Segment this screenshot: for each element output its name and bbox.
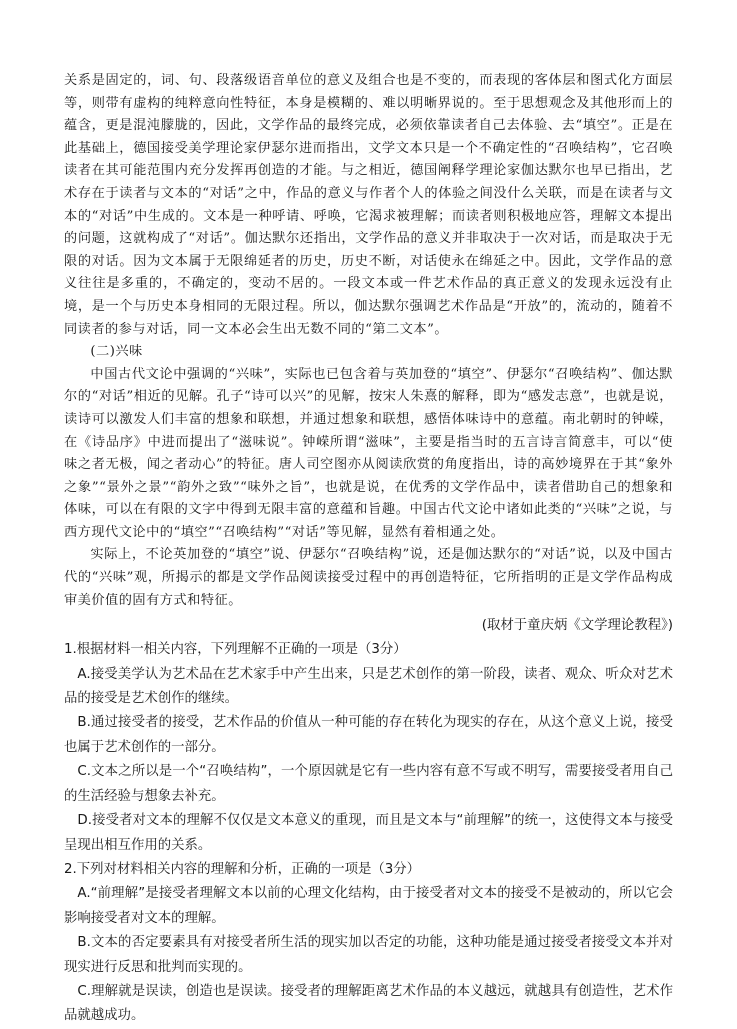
- passage-paragraph: 实际上，不论英加登的“填空”说、伊瑟尔“召唤结构”说，还是伽达默尔的“对话”说，以及中国古代的“兴味”观，所揭示的都是文学作品阅读接受过程中的再创造特征，它所指明的正是文学作品构成审美价值的固有方式和特征。: [64, 547, 673, 608]
- question-stem: 2.下列对材料相关内容的理解和分析，正确的一项是（3分）: [64, 861, 421, 877]
- option-c: C.理解就是误读，创造也是误读。接受者的理解距离艺术作品的本义越远，就越具有创造性，艺术作品就越成功。: [64, 983, 673, 1024]
- question-stem: 1.根据材料一相关内容，下列理解不正确的一项是（3分）: [64, 642, 407, 658]
- option-a: A.接受美学认为艺术品在艺术家手中产生出来，只是艺术创作的第一阶段，读者、观众、听众对艺术品的接受是艺术创作的继续。: [64, 666, 673, 707]
- passage-paragraph: 中国古代文论中强调的“兴味”，实际也已包含着与英加登的“填空”、伊瑟尔“召唤结构”、伽达默尔的“对话”相近的见解。孔子“诗可以兴”的见解，按宋人朱熹的解释，即为“感发志意”，也就是说，读诗可以激发人们丰富的想象和联想，并通过想象和联想，感悟体味诗中的意蕴。南北朝时的钟嵘，在《诗品序》中进而提出了“滋味说”。钟嵘所谓“滋味”，主要是指当时的五言诗言简意丰，可以“使味之者无极，闻之者动心”的特征。唐人司空图亦从阅读欣赏的角度指出，诗的高妙境界在于其“象外之象”“景外之景”“韵外之致”“味外之旨”，也就是说，在优秀的文学作品中，读者借助自己的想象和体味，可以在有限的文字中得到无限丰富的意蕴和旨趣。中国古代文论中诸如此类的“兴味”之说，与西方现代文论中的“填空”“召唤结构”“对话”等见解，显然有着相通之处。: [64, 366, 673, 540]
- option-b: B.通过接受者的接受，艺术作品的价值从一种可能的存在转化为现实的存在，从这个意义上说，接受也属于艺术创作的一部分。: [64, 715, 673, 755]
- option-d: D.接受者对文本的理解不仅仅是文本意义的重现，而且是文本与“前理解”的统一，这使得文本与接受呈现出相互作用的关系。: [64, 813, 673, 853]
- passage-paragraph: 关系是固定的，词、句、段落级语音单位的意义及组合也是不变的，而表现的客体层和图式化方面层等，则带有虚构的纯粹意向性特征，本身是模糊的、难以明晰界说的。至于思想观念及其他形而上的蕴含，更是混沌朦胧的，因此，文学作品的最终完成，必须依靠读者自己去体验、去“填空”。正是在此基础上，德国接受美学理论家伊瑟尔进而指出，文学文本只是一个不确定性的“召唤结构”，它召唤读者在其可能范围内充分发挥再创造的才能。与之相近，德国阐释学理论家伽达默尔也早已指出，艺术存在于读者与文本的“对话”之中，作品的意义与作者个人的体验之间没什么关联，而是在读者与文本的“对话”中生成的。文本是一种呼请、呼唤，它渴求被理解；而读者则积极地应答，理解文本提出的问题，这就构成了“对话”。伽达默尔还指出，文学作品的意义并非取决于一次对话，而是取决于无限的对话。因为文本属于无限绵延者的历史，历史不断，对话使永在绵延之中。因此，文学作品的意义往往是多重的，不确定的，变动不居的。一段文本或一件艺术作品的真正意义的发现永远没有止境，是一个与历史本身相同的无限过程。所以，伽达默尔强调艺术作品是“开放”的，流动的，随着不同读者的参与对话，同一文本必会生出无数不同的“第二文本”。: [64, 73, 673, 337]
- reading-passage: [64, 70, 673, 612]
- source-citation: (取材于童庆炳《文学理论教程》): [481, 618, 673, 634]
- question-1: [64, 638, 673, 858]
- option-a: A.“前理解”是接受者理解文本以前的心理文化结构，由于接受者对文本的接受不是被动的，所以它会影响接受者对文本的理解。: [64, 886, 673, 926]
- section-subheading: (二)兴味: [90, 344, 143, 360]
- option-b: B.文本的否定要素具有对接受者所生活的现实加以否定的功能，这种功能是通过接受者接受文本并对现实进行反思和批判而实现的。: [64, 935, 673, 975]
- question-2: [64, 858, 673, 1029]
- option-c: C.文本之所以是一个“召唤结构”，一个原因就是它有一些内容有意不写或不明写，需要接受者用自己的生活经验与想象去补充。: [64, 764, 673, 804]
